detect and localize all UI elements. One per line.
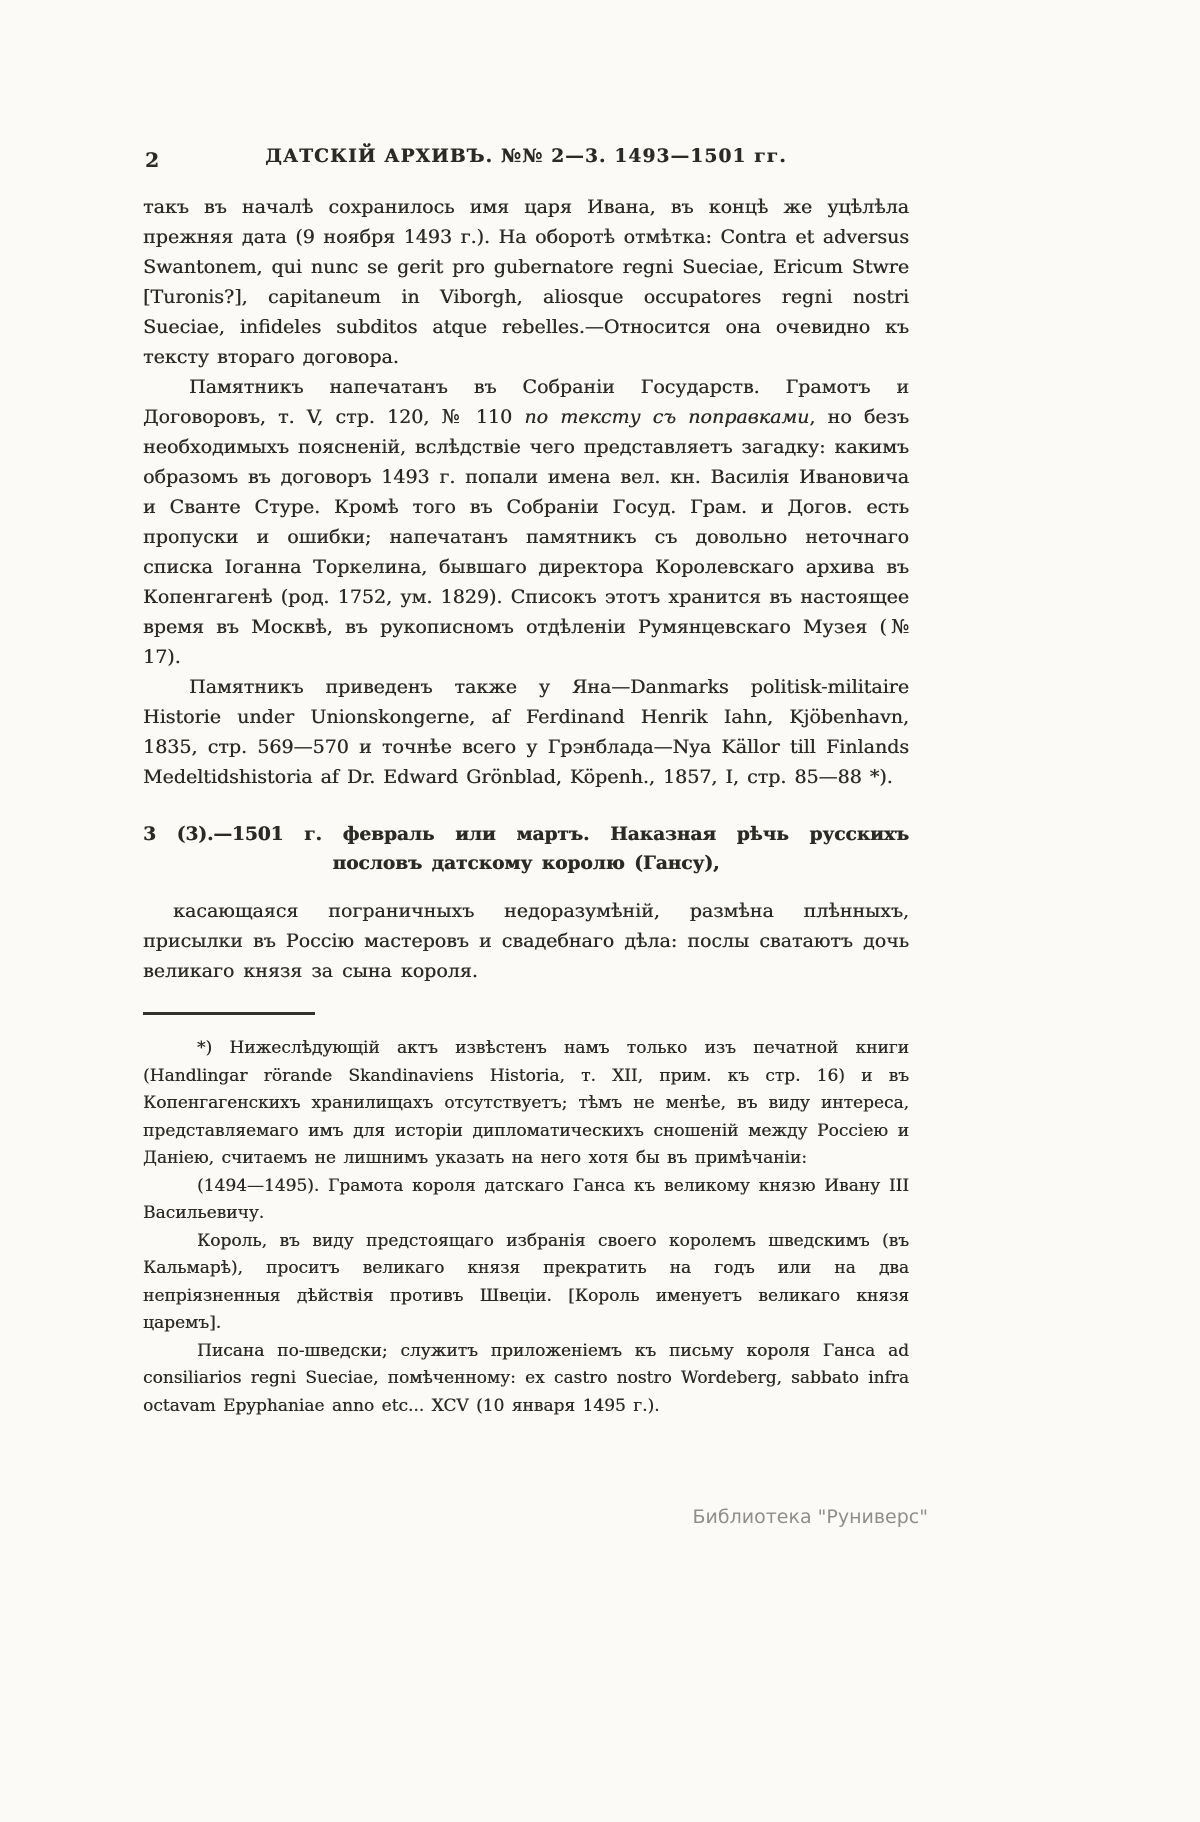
footnote-paragraph-3: Король, въ виду предстоящаго избранія своего королемъ шведскимъ (въ Кальмарѣ), проситъ великаго князя прекратить на годъ или на два непріязненныя дѣйствія противъ Швеціи. [Король именуетъ великаго князя царемъ].	[143, 1230, 909, 1333]
page-header	[143, 146, 909, 176]
footnote-block	[143, 1035, 909, 1420]
entry-heading: 3 (3).—1501 г. февраль или мартъ. Наказная рѣчь русскихъ пословъ датскому королю (Гансу),	[143, 824, 909, 874]
paragraph-sobranie-text-cont: , но безъ необходимыхъ поясненій, вслѣдствіе чего представляетъ загадку: какимъ образомъ въ договоръ 1493 г. попали имена вел. кн. Василія Ивановича и Сванте Стуре. Кромѣ того въ Собраніи Госуд. Грам. и Догов. есть пропуски и ошибки; напечатанъ памятникъ съ довольно неточнаго списка Іоганна Торкелина, бывшаго директора Королевскаго архива въ Копенгагенѣ (род. 1752, ум. 1829). Списокъ этотъ хранится въ настоящее время въ Москвѣ, въ рукописномъ отдѣленіи Румянцевскаго Музея (№ 17).	[143, 406, 909, 668]
library-watermark: Библиотека "Руниверс"	[692, 1506, 928, 1528]
running-title: ДАТСКІЙ АРХИВЪ. №№ 2—3. 1493—1501 гг.	[265, 146, 787, 167]
entry-summary: касающаяся пограничныхъ недоразумѣній, размѣна плѣнныхъ, присылки въ Россію мастеровъ и свадебнаго дѣла: послы сватаютъ дочь великаго князя за сына короля.	[143, 900, 909, 982]
footnote-paragraph-1: *) Нижеслѣдующій актъ извѣстенъ намъ только изъ печатной книги (Handlingar rörande Skandinaviens Historia, т. XII, прим. къ стр. 16) и въ Копенгагенскихъ хранилищахъ отсутствуетъ; тѣмъ не менѣе, въ виду интереса, представляемаго имъ для исторіи дипломатическихъ сношеній между Россіею и Даніею, считаемъ не лишнимъ указать на него хотя бы въ примѣчаніи:	[143, 1038, 909, 1168]
text-block	[143, 192, 909, 1420]
paragraph-sobranie-text: Памятникъ напечатанъ въ Собраніи Государств. Грамотъ и Договоровъ, т. V, стр. 120, № 110	[143, 376, 909, 428]
paragraph-sobranie	[143, 372, 909, 672]
paragraph-references: Памятникъ приведенъ также у Яна—Danmarks politisk-militaire Historie under Unionskongerne, af Ferdinand Henrik Iahn, Kjöbenhavn, 1835, стр. 569—570 и точнѣе всего у Грэнблада—Nya Källor till Finlands Medeltidshistoria af Dr. Edward Grönblad, Köpenh., 1857, I, стр. 85—88 *).	[143, 676, 909, 788]
footnote-paragraph-4: Писана по-шведски; служитъ приложеніемъ къ письму короля Ганса ad consiliarios regni Sueciae, помѣченному: ex castro nostro Wordeberg, sabbato infra octavam Epyphaniae anno etc... XCV (10 января 1495 г.).	[143, 1340, 909, 1416]
footnote-paragraph-2: (1494—1495). Грамота короля датскаго Ганса къ великому князю Ивану III Васильевичу.	[143, 1175, 909, 1223]
footnote-separator	[143, 1012, 315, 1015]
paragraph-continuation: такъ въ началѣ сохранилось имя царя Ивана, въ концѣ же уцѣлѣла прежняя дата (9 ноября 1493 г.). На оборотѣ отмѣтка: Contra et adversus Swantonem, qui nunc se gerit pro gubernatore regni Sueciae, Ericum Stwre [Turonis?], capitaneum in Viborgh, aliosque occupatores regni nostri Sueciae, infideles subditos atque rebelles.—Относится она очевидно къ тексту втораго договора.	[143, 196, 909, 368]
page-number: 2	[145, 148, 159, 172]
paragraph-sobranie-italic: по тексту съ поправками	[524, 406, 810, 428]
